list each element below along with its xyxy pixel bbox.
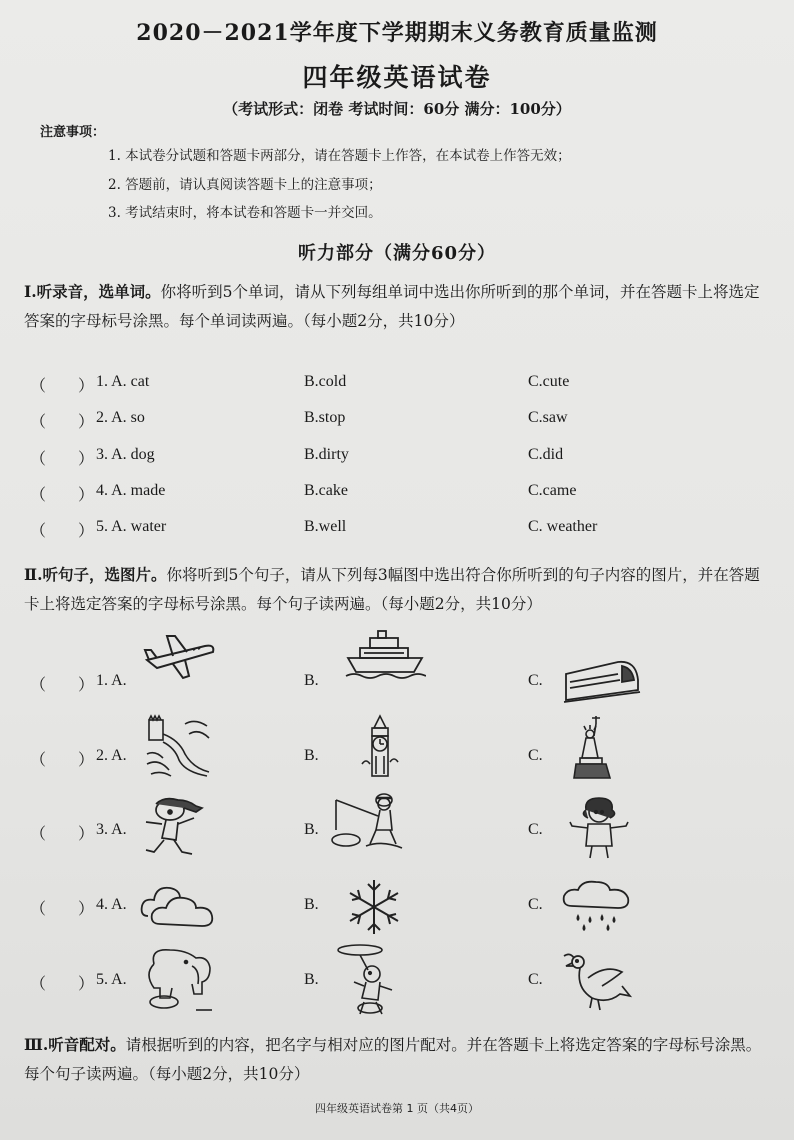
monkey-icon <box>330 942 404 1018</box>
statue-of-liberty-icon <box>572 714 614 780</box>
answer-paren-open: （ <box>30 752 47 769</box>
part2-text: 你将听到5个句子，请从下列每3幅图中选出符合你所听到的句子内容的图片，并在答题卡上将选定答案的字母标号涂黑。每个句子读两遍。（每小题2分，共10分） <box>24 566 760 613</box>
part2-heading: Ⅱ.听句子，选图片。 <box>24 565 167 584</box>
question-row <box>0 369 794 399</box>
answer-paren-close: ） <box>78 414 95 431</box>
option-c: C.came <box>528 482 577 499</box>
question-row <box>0 514 794 544</box>
part1-instructions <box>24 277 769 336</box>
answer-paren-close: ） <box>78 976 95 993</box>
option-c: C. <box>528 821 543 838</box>
train-icon <box>562 652 642 706</box>
exam-subtitle: 四年级英语试卷 <box>302 63 492 92</box>
option-b: B.stop <box>304 409 346 426</box>
option-b: B. <box>304 971 319 988</box>
big-ben-icon <box>360 714 400 778</box>
question-row <box>0 405 794 435</box>
answer-paren-close: ） <box>78 826 95 843</box>
answer-paren-close: ） <box>78 677 95 694</box>
answer-paren-close: ） <box>78 752 95 769</box>
option-a: 4. A. made <box>96 482 166 499</box>
answer-paren-open: （ <box>30 826 47 843</box>
answer-paren-close: ） <box>78 451 95 468</box>
listening-section-title: 听力部分（满分60分） <box>297 243 497 264</box>
exam-info: （考试形式：闭卷 考试时间：60分 满分：100分） <box>223 100 571 118</box>
answer-paren-open: （ <box>30 677 47 694</box>
option-b: B.cake <box>304 482 348 499</box>
notice-item: 1. 本试卷分试题和答题卡两部分，请在答题卡上作答，在本试卷上作答无效； <box>108 148 571 164</box>
option-c: C.cute <box>528 373 570 390</box>
option-a: 5. A. water <box>96 518 167 535</box>
option-a: 3. A. <box>96 821 127 838</box>
option-b: B. <box>304 672 319 689</box>
great-wall-icon <box>145 714 211 778</box>
option-b: B.dirty <box>304 446 349 463</box>
notice-item: 3. 考试结束时，将本试卷和答题卡一并交回。 <box>108 205 382 221</box>
option-c: C. <box>528 672 543 689</box>
elephant-icon <box>136 944 216 1014</box>
option-a: 2. A. so <box>96 409 145 426</box>
option-b: B.cold <box>304 373 347 390</box>
rain-cloud-icon <box>560 876 632 934</box>
part3-instructions <box>24 1030 769 1089</box>
option-c: C. <box>528 896 543 913</box>
fishing-boy-icon <box>326 790 406 854</box>
option-c: C. <box>528 747 543 764</box>
cloud-icon <box>138 880 218 930</box>
option-a: 4. A. <box>96 896 127 913</box>
option-a: 2. A. <box>96 747 127 764</box>
answer-paren-open: （ <box>30 378 47 395</box>
option-c: C.saw <box>528 409 568 426</box>
option-a: 1. A. cat <box>96 373 150 390</box>
option-b: B. <box>304 747 319 764</box>
answer-paren-close: ） <box>78 487 95 504</box>
part1-heading: Ⅰ.听录音，选单词。 <box>24 282 161 301</box>
answer-paren-open: （ <box>30 976 47 993</box>
part1-text: 你将听到5个单词，请从下列每组单词中选出你所听到的那个单词，并在答题卡上将选定答案的字母标号涂黑。每个单词读两遍。（每小题2分，共10分） <box>24 283 760 330</box>
answer-paren-open: （ <box>30 451 47 468</box>
option-b: B. <box>304 821 319 838</box>
page-footer: 四年级英语试卷第 1 页（共4页） <box>315 1102 479 1115</box>
part3-heading: Ⅲ.听音配对。 <box>24 1035 126 1054</box>
answer-paren-close: ） <box>78 901 95 918</box>
bird-icon <box>562 948 632 1012</box>
ship-icon <box>344 628 426 680</box>
option-b: B.well <box>304 518 347 535</box>
option-a: 5. A. <box>96 971 127 988</box>
option-c: C. weather <box>528 518 598 535</box>
running-girl-icon <box>140 794 214 864</box>
answer-paren-open: （ <box>30 487 47 504</box>
question-row <box>0 442 794 472</box>
airplane-icon <box>143 630 217 682</box>
answer-paren-close: ） <box>78 378 95 395</box>
option-b: B. <box>304 896 319 913</box>
option-a: 1. A. <box>96 672 127 689</box>
option-c: C. <box>528 971 543 988</box>
answer-paren-close: ） <box>78 523 95 540</box>
answer-paren-open: （ <box>30 523 47 540</box>
notice-item: 2. 答题前，请认真阅读答题卡上的注意事项； <box>108 177 382 193</box>
part2-instructions <box>24 560 769 619</box>
option-a: 3. A. dog <box>96 446 155 463</box>
option-c: C.did <box>528 446 564 463</box>
question-row <box>0 478 794 508</box>
notice-title: 注意事项： <box>40 125 106 140</box>
part3-text: 请根据听到的内容，把名字与相对应的图片配对。并在答题卡上将选定答案的字母标号涂黑。每个句子读两遍。（每小题2分，共10分） <box>24 1036 762 1083</box>
exam-title: 2020－2021学年度下学期期末义务教育质量监测 <box>136 20 658 46</box>
snowflake-icon <box>344 876 404 938</box>
answer-paren-open: （ <box>30 414 47 431</box>
answer-paren-open: （ <box>30 901 47 918</box>
girl-icon <box>566 796 632 860</box>
